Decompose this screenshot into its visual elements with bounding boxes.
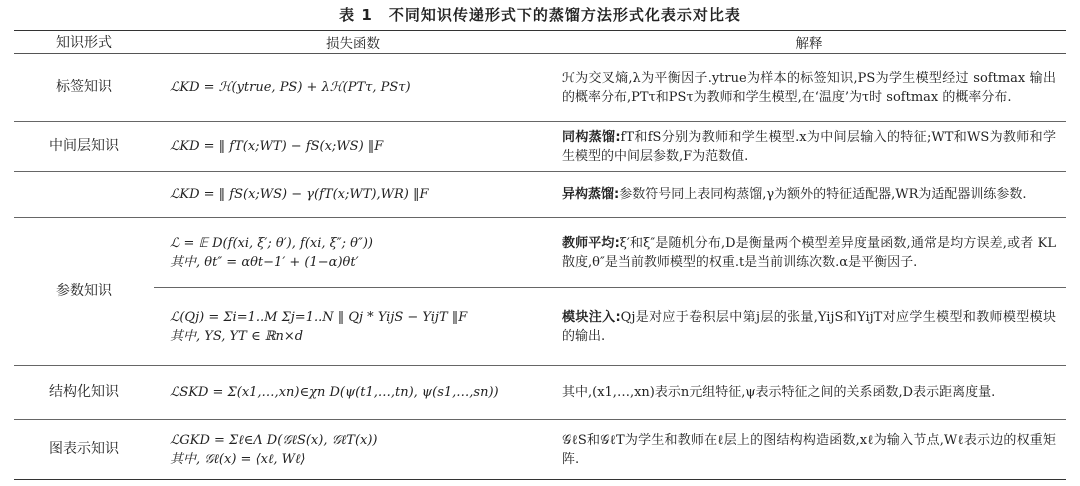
explanation-text [556,234,1062,272]
explanation-text [556,185,1062,204]
table-row [14,218,1066,288]
explanation-text: 其中,(x1,…,xn)表示n元组特征,ψ表示特征之间的关系函数,D表示距离度量. [562,385,996,400]
loss-function-cell [154,172,552,218]
explanation-text [556,308,1062,346]
loss-formula: ℒSKD = Σ(x1,…,xn)∈χn D(ψ(t1,…,tn), ψ(s1,…,sn)) [170,385,499,400]
loss-formula [158,308,548,346]
table-row [14,122,1066,172]
explanation-cell [552,172,1066,218]
method-highlight: 模块注入: [562,309,621,325]
table-row [14,420,1066,480]
loss-formula-line: ℒGKD = Σℓ∈Λ D(𝒢ℓS(x), 𝒢ℓT(x)) [170,432,378,448]
loss-formula: ℒKD = ℋ(ytrue, PS) + λℋ(PTτ, PSτ) [170,80,411,95]
table-header-row [14,31,1066,54]
method-highlight: 同构蒸馏: [562,129,621,145]
loss-function-cell [154,54,552,122]
explanation-cell [552,288,1066,366]
loss-function-cell [154,122,552,172]
explanation-text: 𝒢ℓS和𝒢ℓT为学生和教师在ℓ层上的图结构构造函数,xℓ为输入节点,Wℓ表示边的权重矩阵. [562,432,1056,467]
explanation-cell [552,420,1066,480]
knowledge-form-cell: 参数知识 [14,218,154,366]
explanation-cell [552,122,1066,172]
loss-formula-line: ℒ = 𝔼 D(f(xi, ξ′; θ′), f(xi, ξ″; θ″)) [170,235,373,251]
table-row [14,288,1066,366]
loss-function-cell [154,288,552,366]
loss-formula [158,234,548,272]
loss-formula-line: 其中, θt″ = αθt−1′ + (1−α)θt′ [170,254,359,270]
loss-function-cell [154,218,552,288]
table-title: 表 1 不同知识传递形式下的蒸馏方法形式化表示对比表 [339,6,741,24]
header-loss-function: 损失函数 [154,31,552,54]
knowledge-form-cell: 图表示知识 [14,420,154,480]
explanation-text: ℋ为交叉熵,λ为平衡因子.ytrue为样本的标签知识,PS为学生模型经过 softmax 输出的概率分布,PTτ和PSτ为教师和学生模型,在‘温度’为τ时 softmax 的概率分布. [562,70,1056,105]
knowledge-form-cell [14,172,154,218]
method-highlight: 教师平均: [562,235,620,251]
explanation-body: ξ′和ξ″是随机分布,D是衡量两个模型差异度量函数,通常是均方误差,或者 KL 散度,θ″是当前教师模型的权重.t是当前训练次数.α是平衡因子. [562,235,1056,270]
method-highlight: 异构蒸馏: [562,187,620,202]
loss-formula: ℒKD = ‖ fT(x;WT) − fS(x;WS) ‖F [170,139,384,154]
explanation-cell [552,54,1066,122]
explanation-body: Qj是对应于卷积层中第j层的张量,YijS和YijT对应学生模型和教师模型模块的输出. [562,309,1057,344]
knowledge-form-cell: 中间层知识 [14,122,154,172]
loss-function-cell [154,366,552,420]
loss-formula-line: ℒ(Qj) = Σi=1..M Σj=1..N ‖ Qj * YijS − YijT ‖F [170,309,468,325]
comparison-table [14,30,1066,480]
explanation-text [556,128,1062,166]
explanation-cell [552,366,1066,420]
knowledge-form-cell: 标签知识 [56,79,112,95]
knowledge-form-cell: 结构化知识 [14,366,154,420]
loss-function-cell [154,420,552,480]
loss-formula [158,431,548,469]
header-knowledge-form: 知识形式 [14,31,154,54]
header-explanation: 解释 [552,31,1066,54]
explanation-body: 参数符号同上表同构蒸馏,γ为额外的特征适配器,WR为适配器训练参数. [619,187,1027,202]
loss-formula-line: 其中, YS, YT ∈ ℝn×d [170,328,304,344]
explanation-body: fT和fS分别为教师和学生模型.x为中间层输入的特征;WT和WS为教师和学生模型的中间层参数,F为范数值. [562,129,1056,164]
loss-formula-line: 其中, 𝒢ℓ(x) = ⟨xℓ, Wℓ⟩ [170,451,306,467]
table-row [14,54,1066,122]
table-row [14,366,1066,420]
table-row [14,172,1066,218]
explanation-cell [552,218,1066,288]
loss-formula: ℒKD = ‖ fS(x;WS) − γ(fT(x;WT),WR) ‖F [170,187,429,202]
